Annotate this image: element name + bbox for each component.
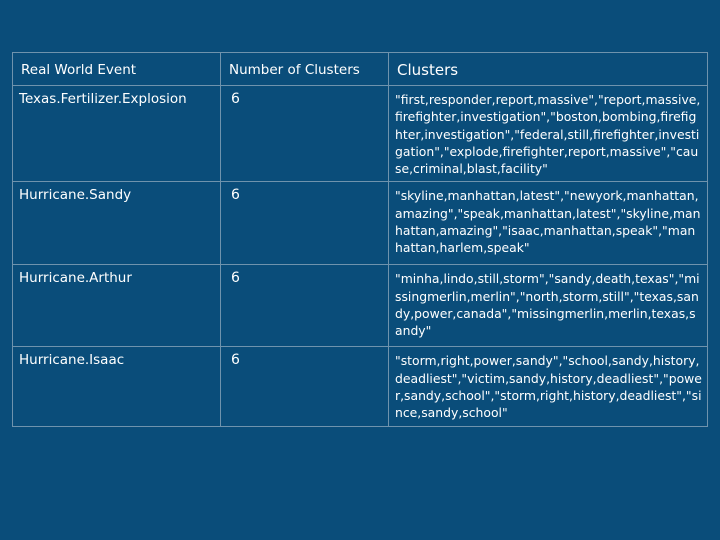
table-header-row	[13, 53, 708, 86]
clusters-cell	[389, 86, 708, 182]
count-cell	[221, 347, 389, 426]
header-clusters	[389, 53, 708, 86]
header-count-label: Number of Clusters	[229, 62, 360, 78]
table-row	[13, 86, 708, 182]
header-clusters-label: Clusters	[397, 61, 459, 79]
cluster-count: 6	[231, 187, 240, 204]
table-row	[13, 347, 708, 426]
table-row	[13, 182, 708, 265]
event-name: Hurricane.Sandy	[19, 187, 132, 204]
events-table	[12, 52, 708, 427]
cluster-list: "first,responder,report,massive","report,massive,firefighter,investigation","boston,bombing,firefighter,investigation","federal,still,firefighter,investigation","explode,firefighter,report,massive","cause,criminal,blast,facility"	[395, 92, 701, 177]
cluster-list: "minha,lindo,still,storm","sandy,death,texas","missingmerlin,merlin","north,storm,still","texas,sandy,power,canada","missingmerlin,merlin,texas,sandy"	[395, 271, 700, 339]
cluster-count: 6	[231, 91, 240, 107]
clusters-cell	[389, 265, 708, 347]
event-cell	[13, 347, 221, 426]
count-cell	[221, 86, 389, 182]
event-cell	[13, 265, 221, 347]
clusters-cell	[389, 347, 708, 426]
event-cell	[13, 86, 221, 182]
event-name: Hurricane.Arthur	[19, 270, 132, 287]
header-real-world-event	[13, 53, 221, 86]
event-name: Texas.Fertilizer.Explosion	[19, 91, 187, 107]
clusters-cell	[389, 182, 708, 265]
cluster-list: "storm,right,power,sandy","school,sandy,history,deadliest","victim,sandy,history,deadliest","power,sandy,school","storm,right,history,deadliest","since,sandy,school"	[395, 353, 702, 421]
table-row	[13, 265, 708, 347]
event-name: Hurricane.Isaac	[19, 352, 125, 369]
cluster-count: 6	[231, 352, 240, 369]
count-cell	[221, 182, 389, 265]
cluster-list: "skyline,manhattan,latest","newyork,manhattan,amazing","speak,manhattan,latest","skyline,manhattan,amazing","isaac,manhattan,speak","manhattan,harlem,speak"	[395, 188, 701, 256]
event-cell	[13, 182, 221, 265]
header-number-of-clusters	[221, 53, 389, 86]
cluster-count: 6	[231, 270, 240, 287]
count-cell	[221, 265, 389, 347]
header-event-label: Real World Event	[21, 62, 137, 78]
